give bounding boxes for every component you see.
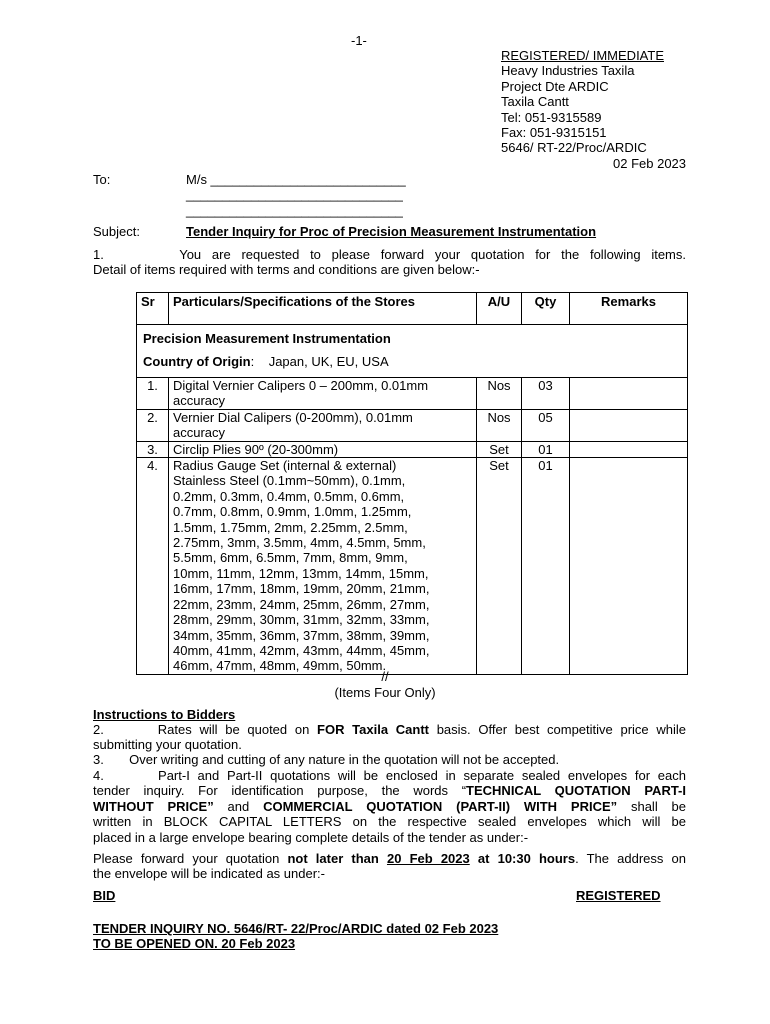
text-run: COMMERCIAL QUOTATION (PART-II) WITH PRICE” [263,798,618,814]
row-particulars [169,378,477,410]
origin-colon: : [250,354,255,369]
opening-date: TO BE OPENED ON. 20 Feb 2023 [93,936,296,951]
header-sr: Sr [137,293,169,325]
row-au: Nos [477,378,522,410]
paragraph-1-line: Detail of items required with terms and conditions are given below:- [93,262,480,278]
row-particulars [169,458,477,675]
row-text-line: 40mm, 41mm, 42mm, 43mm, 44mm, 45mm, [173,642,430,658]
instruction-4-line: placed in a large envelope bearing complete details of the tender as under:- [93,829,529,845]
instruction-4-line: written in BLOCK CAPITAL LETTERS on the respective sealed envelopes which will be [93,814,686,830]
row-au: Set [477,441,522,457]
page-number: -1- [351,33,367,48]
country-of-origin [143,350,681,373]
sender-header [501,48,687,171]
row-sr: 2. [137,409,169,441]
row-text-line: 46mm, 47mm, 48mm, 49mm, 50mm. [173,658,387,674]
text-run: 2. Rates will be quoted on [93,722,318,737]
envelope-registered: REGISTERED [576,888,661,903]
row-qty: 01 [522,458,570,675]
letter-date: 02 Feb 2023 [613,155,687,171]
origin-label: Country of Origin [143,354,251,369]
text-run: and [213,798,264,814]
row-text-line: Stainless Steel (0.1mm~50mm), 0.1mm, [173,473,406,489]
to-label: To: [93,172,111,187]
tender-inquiry-number: TENDER INQUIRY NO. 5646/RT- 22/Proc/ARDIC dated 02 Feb 2023 [93,921,499,936]
row-text-line: 2.75mm, 3mm, 3.5mm, 4mm, 4.5mm, 5mm, [173,535,426,551]
row-remarks [570,378,688,410]
row-text-line: accuracy [173,425,226,441]
table-header-row [137,293,688,325]
deadline-paragraph [93,851,686,882]
header-qty: Qty [522,293,570,325]
instruction-4-line [93,783,686,798]
header-remarks: Remarks [570,293,688,325]
items-count: (Items Four Only) [334,685,436,700]
table-row [137,458,688,675]
deadline-time: at 10:30 hours [469,851,576,866]
reference-number: 5646/ RT-22/Proc/ARDIC [501,140,647,156]
sender-line: Tel: 051-9315589 [501,109,602,125]
sender-line: Fax: 051-9315151 [501,124,607,140]
row-text-line: Digital Vernier Calipers 0 – 200mm, 0.01mm [173,378,429,393]
header-au: A/U [477,293,522,325]
row-sr: 3. [137,441,169,457]
row-remarks [570,458,688,675]
row-qty: 01 [522,441,570,457]
row-text-line: 0.2mm, 0.3mm, 0.4mm, 0.5mm, 0.6mm, [173,488,405,504]
row-text-line: 22mm, 23mm, 24mm, 25mm, 26mm, 27mm, [173,596,430,612]
origin-value: Japan, UK, EU, USA [268,354,389,369]
subject-text: Tender Inquiry for Proc of Precision Measurement Instrumentation [186,224,597,239]
letter-date-row [501,155,687,171]
instructions-heading: Instructions to Bidders [93,707,236,722]
row-text-line: Vernier Dial Calipers (0-200mm), 0.01mm [173,409,413,425]
sender-line: Heavy Industries Taxila [501,63,635,79]
envelope-bid: BID [93,888,116,903]
list-end-mark: // [381,669,389,684]
row-remarks [570,441,688,457]
row-particulars [169,409,477,441]
row-remarks [570,409,688,441]
text-run: basis. Offer best competitive price while [429,722,686,737]
text-run: tender inquiry. For identification purpose, the words “ [93,783,467,799]
row-au: Nos [477,409,522,441]
text-run: FOR Taxila Cantt [317,722,429,737]
deadline-line [93,851,686,866]
addressee-block [186,172,406,218]
addressee-line: ______________________________ [186,187,403,203]
deadline-line: the envelope will be indicated as under:- [93,866,325,882]
sender-line: Project Dte ARDIC [501,78,609,94]
text-run: WITHOUT PRICE” [93,798,214,814]
subject-label: Subject: [93,224,140,239]
instruction-3: 3. Over writing and cutting of any nature in the quotation will not be accepted. [93,752,560,767]
row-sr: 1. [137,378,169,410]
header-particulars: Particulars/Specifications of the Stores [169,293,477,325]
row-text-line: Circlip Plies 90º (20-300mm) [173,441,339,457]
row-particulars [169,441,477,457]
row-text-line: 1.5mm, 1.75mm, 2mm, 2.25mm, 2.5mm, [173,519,408,535]
row-text-line: 34mm, 35mm, 36mm, 37mm, 38mm, 39mm, [173,627,430,643]
text-run: Please forward your quotation [93,851,288,866]
row-sr: 4. [137,458,169,675]
addressee-line: ______________________________ [186,202,403,218]
group-title: Precision Measurement Instrumentation [143,331,391,346]
instruction-2 [93,722,686,753]
row-text-line: 5.5mm, 6mm, 6.5mm, 7mm, 8mm, 9mm, [173,550,408,566]
table-row [137,409,688,441]
instruction-2-line [93,722,686,737]
group-row [137,325,688,378]
row-qty: 05 [522,409,570,441]
row-text-line: accuracy [173,393,226,409]
items-table [136,292,688,675]
classification: REGISTERED/ IMMEDIATE [501,48,664,63]
instruction-2-line: submitting your quotation. [93,737,242,753]
paragraph-1-line: 1. You are requested to please forward your quotation for the following items. [93,247,686,262]
table-row [137,441,688,457]
group-cell [137,325,688,378]
text-run: not later than [287,851,387,866]
text-run: TECHNICAL QUOTATION PART-I [466,783,686,799]
row-text-line: 0.7mm, 0.8mm, 0.9mm, 1.0mm, 1.25mm, [173,504,412,520]
addressee-line: M/s ___________________________ [186,172,406,187]
instruction-4-line [93,799,686,814]
row-text-line: 16mm, 17mm, 18mm, 19mm, 20mm, 21mm, [173,581,430,597]
row-text-line: 28mm, 29mm, 30mm, 31mm, 32mm, 33mm, [173,612,430,628]
paragraph-1 [93,247,686,278]
instruction-4 [93,768,686,845]
text-run: shall be [617,798,686,814]
deadline-date: 20 Feb 2023 [386,851,470,866]
instruction-4-line: 4. Part-I and Part-II quotations will be enclosed in separate sealed envelopes for each [93,768,686,783]
text-run: . The address on [575,851,686,866]
row-qty: 03 [522,378,570,410]
row-au: Set [477,458,522,675]
table-row [137,378,688,410]
sender-line: Taxila Cantt [501,94,569,110]
row-text-line: Radius Gauge Set (internal & external) [173,458,397,474]
row-text-line: 10mm, 11mm, 12mm, 13mm, 14mm, 15mm, [173,565,429,581]
